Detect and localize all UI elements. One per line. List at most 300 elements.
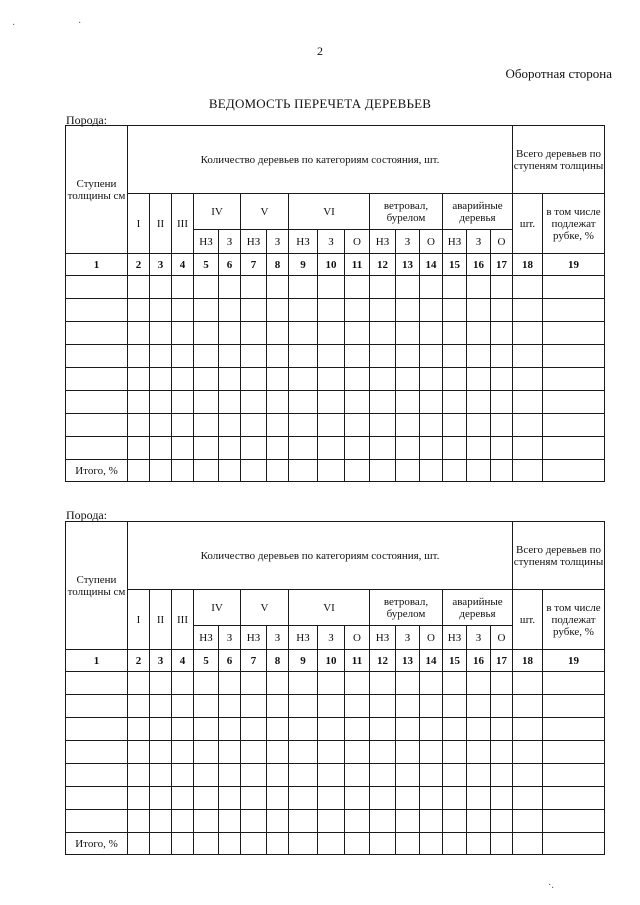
data-cell[interactable] xyxy=(289,414,318,437)
data-cell[interactable] xyxy=(66,672,128,695)
diameter-header: Ступени толщины см xyxy=(66,126,128,254)
data-cell[interactable] xyxy=(241,787,267,810)
data-cell[interactable] xyxy=(172,368,194,391)
data-cell[interactable] xyxy=(267,787,289,810)
data-cell[interactable] xyxy=(420,276,443,299)
data-cell[interactable] xyxy=(420,391,443,414)
data-cell[interactable] xyxy=(289,741,318,764)
data-cell[interactable] xyxy=(219,695,241,718)
data-cell[interactable] xyxy=(267,695,289,718)
data-cell[interactable] xyxy=(370,345,396,368)
data-cell[interactable] xyxy=(513,414,543,437)
data-cell[interactable] xyxy=(443,695,467,718)
data-cell[interactable] xyxy=(194,276,219,299)
data-cell[interactable] xyxy=(420,764,443,787)
data-cell[interactable] xyxy=(241,276,267,299)
data-cell[interactable] xyxy=(345,391,370,414)
data-cell[interactable] xyxy=(396,672,420,695)
data-cell[interactable] xyxy=(241,695,267,718)
data-cell[interactable] xyxy=(172,391,194,414)
data-cell[interactable] xyxy=(513,437,543,460)
data-cell[interactable] xyxy=(420,787,443,810)
data-cell[interactable] xyxy=(150,322,172,345)
data-cell[interactable] xyxy=(241,810,267,833)
data-cell[interactable] xyxy=(370,414,396,437)
data-cell[interactable] xyxy=(370,695,396,718)
data-cell[interactable] xyxy=(219,764,241,787)
data-cell[interactable] xyxy=(128,672,150,695)
data-cell[interactable] xyxy=(491,299,513,322)
data-cell[interactable] xyxy=(128,414,150,437)
data-cell[interactable] xyxy=(420,695,443,718)
nz-header: НЗ xyxy=(241,230,267,254)
data-cell[interactable] xyxy=(318,276,345,299)
data-cell[interactable] xyxy=(467,718,491,741)
data-cell[interactable] xyxy=(150,741,172,764)
data-cell[interactable] xyxy=(443,299,467,322)
data-cell[interactable] xyxy=(267,718,289,741)
data-cell[interactable] xyxy=(150,764,172,787)
data-cell[interactable] xyxy=(66,414,128,437)
data-cell[interactable] xyxy=(219,787,241,810)
data-cell[interactable] xyxy=(128,810,150,833)
data-cell[interactable] xyxy=(513,672,543,695)
data-cell[interactable] xyxy=(491,414,513,437)
data-cell[interactable] xyxy=(491,345,513,368)
data-cell[interactable] xyxy=(513,345,543,368)
data-cell[interactable] xyxy=(66,695,128,718)
data-cell[interactable] xyxy=(128,345,150,368)
data-cell[interactable] xyxy=(289,718,318,741)
data-cell[interactable] xyxy=(491,718,513,741)
data-cell[interactable] xyxy=(513,368,543,391)
data-cell[interactable] xyxy=(443,414,467,437)
o-header: О xyxy=(491,230,513,254)
data-cell[interactable] xyxy=(491,437,513,460)
data-cell[interactable] xyxy=(66,391,128,414)
data-cell[interactable] xyxy=(172,437,194,460)
data-cell[interactable] xyxy=(289,695,318,718)
data-cell[interactable] xyxy=(66,322,128,345)
data-cell[interactable] xyxy=(443,741,467,764)
data-cell[interactable] xyxy=(513,741,543,764)
data-cell[interactable] xyxy=(370,276,396,299)
data-cell[interactable] xyxy=(420,741,443,764)
data-cell[interactable] xyxy=(289,437,318,460)
data-cell[interactable] xyxy=(289,299,318,322)
o-header: О xyxy=(420,626,443,650)
data-cell[interactable] xyxy=(318,672,345,695)
data-cell[interactable] xyxy=(396,391,420,414)
data-cell[interactable] xyxy=(420,672,443,695)
data-cell[interactable] xyxy=(150,368,172,391)
data-cell[interactable] xyxy=(289,810,318,833)
data-cell[interactable] xyxy=(345,414,370,437)
data-cell[interactable] xyxy=(443,322,467,345)
data-cell[interactable] xyxy=(289,368,318,391)
data-cell[interactable] xyxy=(443,437,467,460)
data-cell[interactable] xyxy=(318,718,345,741)
data-cell[interactable] xyxy=(219,672,241,695)
data-cell[interactable] xyxy=(267,764,289,787)
data-cell[interactable] xyxy=(370,672,396,695)
data-cell[interactable] xyxy=(318,741,345,764)
data-cell[interactable] xyxy=(491,764,513,787)
data-cell[interactable] xyxy=(396,741,420,764)
data-cell[interactable] xyxy=(491,810,513,833)
data-cell[interactable] xyxy=(128,322,150,345)
data-cell[interactable] xyxy=(467,322,491,345)
data-cell[interactable] xyxy=(318,437,345,460)
column-number: 6 xyxy=(219,650,241,672)
data-cell[interactable] xyxy=(241,345,267,368)
data-cell[interactable] xyxy=(219,276,241,299)
o-header: О xyxy=(420,230,443,254)
data-cell[interactable] xyxy=(370,810,396,833)
data-cell[interactable] xyxy=(172,414,194,437)
data-cell[interactable] xyxy=(128,695,150,718)
data-cell[interactable] xyxy=(543,414,605,437)
data-cell[interactable] xyxy=(289,276,318,299)
data-cell[interactable] xyxy=(370,368,396,391)
data-cell[interactable] xyxy=(318,345,345,368)
column-number: 18 xyxy=(513,254,543,276)
data-cell[interactable] xyxy=(345,345,370,368)
data-cell[interactable] xyxy=(150,437,172,460)
data-cell[interactable] xyxy=(150,391,172,414)
data-cell[interactable] xyxy=(66,718,128,741)
data-cell[interactable] xyxy=(370,391,396,414)
data-cell[interactable] xyxy=(345,672,370,695)
data-cell[interactable] xyxy=(128,391,150,414)
data-cell[interactable] xyxy=(396,414,420,437)
column-number: 19 xyxy=(543,254,605,276)
data-cell[interactable] xyxy=(370,437,396,460)
data-cell[interactable] xyxy=(150,672,172,695)
data-cell[interactable] xyxy=(267,322,289,345)
data-cell[interactable] xyxy=(443,345,467,368)
data-cell[interactable] xyxy=(491,322,513,345)
data-cell[interactable] xyxy=(172,741,194,764)
data-cell[interactable] xyxy=(345,718,370,741)
data-cell[interactable] xyxy=(194,718,219,741)
data-cell[interactable] xyxy=(396,787,420,810)
data-cell[interactable] xyxy=(543,672,605,695)
data-cell[interactable] xyxy=(396,368,420,391)
data-cell[interactable] xyxy=(172,695,194,718)
data-cell[interactable] xyxy=(420,299,443,322)
data-row xyxy=(66,787,605,810)
data-cell[interactable] xyxy=(543,368,605,391)
data-cell[interactable] xyxy=(345,741,370,764)
data-cell[interactable] xyxy=(443,810,467,833)
data-cell[interactable] xyxy=(128,276,150,299)
data-cell[interactable] xyxy=(370,718,396,741)
data-cell[interactable] xyxy=(396,718,420,741)
data-cell[interactable] xyxy=(513,391,543,414)
data-cell[interactable] xyxy=(345,368,370,391)
data-cell[interactable] xyxy=(194,787,219,810)
data-cell[interactable] xyxy=(345,810,370,833)
data-cell[interactable] xyxy=(396,764,420,787)
data-cell[interactable] xyxy=(289,345,318,368)
data-cell[interactable] xyxy=(491,787,513,810)
data-cell[interactable] xyxy=(150,299,172,322)
data-cell[interactable] xyxy=(194,741,219,764)
data-cell[interactable] xyxy=(241,368,267,391)
column-number: 15 xyxy=(443,650,467,672)
data-cell[interactable] xyxy=(467,391,491,414)
data-cell[interactable] xyxy=(467,741,491,764)
data-cell[interactable] xyxy=(267,741,289,764)
data-cell[interactable] xyxy=(172,718,194,741)
data-cell[interactable] xyxy=(128,368,150,391)
data-cell[interactable] xyxy=(543,810,605,833)
data-cell[interactable] xyxy=(318,391,345,414)
data-cell[interactable] xyxy=(194,391,219,414)
data-cell[interactable] xyxy=(66,345,128,368)
data-cell[interactable] xyxy=(318,695,345,718)
data-cell[interactable] xyxy=(396,695,420,718)
data-cell[interactable] xyxy=(443,718,467,741)
data-cell[interactable] xyxy=(172,764,194,787)
data-cell[interactable] xyxy=(443,276,467,299)
data-cell[interactable] xyxy=(467,672,491,695)
data-cell[interactable] xyxy=(194,299,219,322)
data-cell[interactable] xyxy=(128,299,150,322)
data-cell[interactable] xyxy=(172,322,194,345)
data-cell[interactable] xyxy=(513,299,543,322)
z-header: З xyxy=(267,626,289,650)
data-cell[interactable] xyxy=(443,787,467,810)
data-cell[interactable] xyxy=(267,672,289,695)
data-cell[interactable] xyxy=(443,391,467,414)
data-cell[interactable] xyxy=(267,810,289,833)
data-cell[interactable] xyxy=(194,810,219,833)
data-cell[interactable] xyxy=(267,345,289,368)
data-cell[interactable] xyxy=(289,787,318,810)
data-cell[interactable] xyxy=(513,810,543,833)
data-cell[interactable] xyxy=(267,276,289,299)
data-cell[interactable] xyxy=(194,368,219,391)
data-cell[interactable] xyxy=(66,299,128,322)
data-cell[interactable] xyxy=(370,787,396,810)
data-cell[interactable] xyxy=(66,787,128,810)
data-cell[interactable] xyxy=(420,345,443,368)
data-cell[interactable] xyxy=(172,276,194,299)
data-cell[interactable] xyxy=(318,299,345,322)
data-cell[interactable] xyxy=(370,322,396,345)
data-cell[interactable] xyxy=(241,764,267,787)
data-cell[interactable] xyxy=(150,718,172,741)
data-cell[interactable] xyxy=(396,810,420,833)
data-cell[interactable] xyxy=(172,810,194,833)
data-cell[interactable] xyxy=(66,764,128,787)
data-cell[interactable] xyxy=(467,437,491,460)
data-cell[interactable] xyxy=(66,741,128,764)
data-cell[interactable] xyxy=(491,695,513,718)
data-cell[interactable] xyxy=(289,322,318,345)
data-cell[interactable] xyxy=(513,764,543,787)
data-cell[interactable] xyxy=(150,276,172,299)
data-cell[interactable] xyxy=(420,322,443,345)
data-cell[interactable] xyxy=(241,672,267,695)
data-cell[interactable] xyxy=(543,345,605,368)
data-cell[interactable] xyxy=(513,718,543,741)
data-cell[interactable] xyxy=(420,368,443,391)
data-cell[interactable] xyxy=(345,276,370,299)
data-cell[interactable] xyxy=(491,276,513,299)
data-cell[interactable] xyxy=(543,718,605,741)
data-cell[interactable] xyxy=(267,437,289,460)
data-cell[interactable] xyxy=(370,764,396,787)
data-cell[interactable] xyxy=(543,741,605,764)
data-cell[interactable] xyxy=(513,276,543,299)
data-cell[interactable] xyxy=(194,414,219,437)
data-cell[interactable] xyxy=(241,322,267,345)
data-cell[interactable] xyxy=(219,437,241,460)
data-cell[interactable] xyxy=(150,810,172,833)
data-cell[interactable] xyxy=(289,391,318,414)
data-cell[interactable] xyxy=(396,345,420,368)
data-cell[interactable] xyxy=(318,368,345,391)
data-cell[interactable] xyxy=(345,764,370,787)
data-cell[interactable] xyxy=(318,787,345,810)
data-cell[interactable] xyxy=(194,764,219,787)
data-cell[interactable] xyxy=(467,345,491,368)
data-cell[interactable] xyxy=(194,695,219,718)
data-cell[interactable] xyxy=(345,299,370,322)
data-cell[interactable] xyxy=(443,368,467,391)
o-header: О xyxy=(491,626,513,650)
data-cell[interactable] xyxy=(241,299,267,322)
data-cell[interactable] xyxy=(128,741,150,764)
data-cell[interactable] xyxy=(267,414,289,437)
data-cell[interactable] xyxy=(267,299,289,322)
data-cell[interactable] xyxy=(66,437,128,460)
data-cell[interactable] xyxy=(491,672,513,695)
data-cell[interactable] xyxy=(543,391,605,414)
data-cell[interactable] xyxy=(194,322,219,345)
data-cell[interactable] xyxy=(219,299,241,322)
data-cell[interactable] xyxy=(219,345,241,368)
data-cell[interactable] xyxy=(443,764,467,787)
data-cell[interactable] xyxy=(241,414,267,437)
data-cell[interactable] xyxy=(267,368,289,391)
data-cell[interactable] xyxy=(150,695,172,718)
data-cell[interactable] xyxy=(318,810,345,833)
data-cell[interactable] xyxy=(128,764,150,787)
data-cell[interactable] xyxy=(396,322,420,345)
data-cell[interactable] xyxy=(370,741,396,764)
data-cell[interactable] xyxy=(66,810,128,833)
data-cell[interactable] xyxy=(172,299,194,322)
data-cell[interactable] xyxy=(370,299,396,322)
data-cell[interactable] xyxy=(289,672,318,695)
data-cell[interactable] xyxy=(345,787,370,810)
data-cell[interactable] xyxy=(396,299,420,322)
data-cell[interactable] xyxy=(66,276,128,299)
data-cell[interactable] xyxy=(467,787,491,810)
data-cell[interactable] xyxy=(318,414,345,437)
data-cell[interactable] xyxy=(219,391,241,414)
data-cell[interactable] xyxy=(241,741,267,764)
data-cell[interactable] xyxy=(420,437,443,460)
data-cell[interactable] xyxy=(219,414,241,437)
data-cell[interactable] xyxy=(543,695,605,718)
data-cell[interactable] xyxy=(172,345,194,368)
data-cell[interactable] xyxy=(172,672,194,695)
data-cell[interactable] xyxy=(543,322,605,345)
data-cell[interactable] xyxy=(241,437,267,460)
data-cell[interactable] xyxy=(467,695,491,718)
data-cell[interactable] xyxy=(318,322,345,345)
data-cell[interactable] xyxy=(396,276,420,299)
data-cell[interactable] xyxy=(241,718,267,741)
data-cell[interactable] xyxy=(467,764,491,787)
data-cell[interactable] xyxy=(491,368,513,391)
data-cell[interactable] xyxy=(172,787,194,810)
column-number: 1 xyxy=(66,254,128,276)
data-cell[interactable] xyxy=(318,764,345,787)
data-cell[interactable] xyxy=(443,672,467,695)
data-cell[interactable] xyxy=(467,810,491,833)
data-cell[interactable] xyxy=(150,345,172,368)
data-cell[interactable] xyxy=(194,345,219,368)
data-cell[interactable] xyxy=(219,810,241,833)
data-cell[interactable] xyxy=(491,741,513,764)
data-cell[interactable] xyxy=(128,787,150,810)
data-cell[interactable] xyxy=(491,391,513,414)
nz-header: НЗ xyxy=(370,230,396,254)
data-cell[interactable] xyxy=(420,718,443,741)
data-cell[interactable] xyxy=(219,368,241,391)
data-cell[interactable] xyxy=(289,764,318,787)
data-cell[interactable] xyxy=(219,741,241,764)
data-cell[interactable] xyxy=(219,718,241,741)
data-cell[interactable] xyxy=(543,764,605,787)
data-cell[interactable] xyxy=(396,437,420,460)
data-cell[interactable] xyxy=(467,368,491,391)
data-cell[interactable] xyxy=(150,787,172,810)
data-cell[interactable] xyxy=(467,276,491,299)
data-cell[interactable] xyxy=(467,299,491,322)
data-cell[interactable] xyxy=(345,322,370,345)
data-cell[interactable] xyxy=(543,276,605,299)
data-cell[interactable] xyxy=(128,718,150,741)
data-cell[interactable] xyxy=(267,391,289,414)
data-cell[interactable] xyxy=(543,437,605,460)
data-cell[interactable] xyxy=(345,437,370,460)
data-cell[interactable] xyxy=(513,322,543,345)
data-cell[interactable] xyxy=(345,695,370,718)
data-cell[interactable] xyxy=(219,322,241,345)
data-cell[interactable] xyxy=(467,414,491,437)
data-cell[interactable] xyxy=(420,414,443,437)
data-cell[interactable] xyxy=(241,391,267,414)
data-cell[interactable] xyxy=(194,437,219,460)
data-cell[interactable] xyxy=(128,437,150,460)
data-cell[interactable] xyxy=(194,672,219,695)
emergency-header: аварийные деревья xyxy=(443,194,513,230)
data-cell[interactable] xyxy=(513,695,543,718)
data-cell[interactable] xyxy=(543,299,605,322)
data-cell[interactable] xyxy=(543,787,605,810)
data-cell[interactable] xyxy=(513,787,543,810)
data-cell[interactable] xyxy=(66,368,128,391)
data-cell[interactable] xyxy=(420,810,443,833)
data-cell[interactable] xyxy=(150,414,172,437)
